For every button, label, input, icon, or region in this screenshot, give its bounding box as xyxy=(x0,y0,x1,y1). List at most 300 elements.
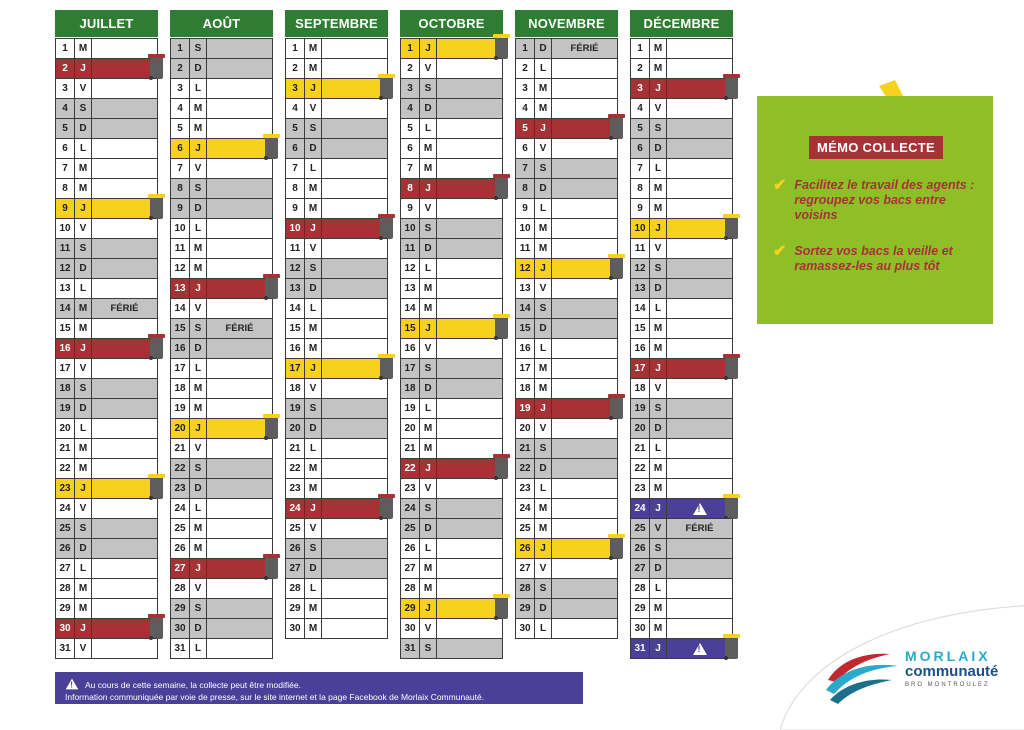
day-number: 16 xyxy=(56,339,75,358)
day-letter: J xyxy=(305,219,322,238)
day-letter: D xyxy=(650,559,667,578)
day-letter: S xyxy=(75,379,92,398)
day-number: 9 xyxy=(171,199,190,218)
day-number: 5 xyxy=(56,119,75,138)
day-row xyxy=(401,278,502,298)
day-letter: D xyxy=(535,319,552,338)
day-note xyxy=(552,399,617,418)
day-number: 28 xyxy=(516,579,535,598)
day-letter: M xyxy=(650,479,667,498)
day-row xyxy=(516,518,617,538)
day-note xyxy=(437,259,502,278)
day-number: 8 xyxy=(401,179,420,198)
day-letter: M xyxy=(650,39,667,58)
day-number: 23 xyxy=(286,479,305,498)
day-note xyxy=(92,219,157,238)
day-letter: J xyxy=(75,619,92,638)
day-row xyxy=(56,458,157,478)
day-number: 12 xyxy=(171,259,190,278)
day-number: 12 xyxy=(286,259,305,278)
day-letter: M xyxy=(535,239,552,258)
day-row xyxy=(171,178,272,198)
day-number: 22 xyxy=(171,459,190,478)
day-letter: M xyxy=(190,259,207,278)
day-letter: J xyxy=(305,359,322,378)
day-row xyxy=(516,158,617,178)
day-row xyxy=(516,298,617,318)
day-number: 22 xyxy=(631,459,650,478)
day-letter: J xyxy=(535,399,552,418)
day-number: 29 xyxy=(286,599,305,618)
day-row xyxy=(401,318,502,338)
day-note xyxy=(207,99,272,118)
day-letter: S xyxy=(650,259,667,278)
day-number: 15 xyxy=(171,319,190,338)
day-note xyxy=(207,179,272,198)
day-number: 11 xyxy=(516,239,535,258)
day-note xyxy=(207,279,272,298)
day-row xyxy=(631,418,732,438)
day-note xyxy=(207,619,272,638)
day-note: FÉRIÉ xyxy=(110,303,139,314)
day-row xyxy=(401,298,502,318)
day-note xyxy=(207,139,272,158)
day-note xyxy=(667,319,732,338)
day-row xyxy=(631,278,732,298)
day-number: 3 xyxy=(171,79,190,98)
day-note xyxy=(92,179,157,198)
day-row xyxy=(171,338,272,358)
day-note xyxy=(207,359,272,378)
day-letter: D xyxy=(190,479,207,498)
day-letter: V xyxy=(305,239,322,258)
day-number: 1 xyxy=(56,39,75,58)
day-number: 18 xyxy=(631,379,650,398)
day-note xyxy=(552,119,617,138)
day-letter: D xyxy=(535,599,552,618)
day-number: 20 xyxy=(516,419,535,438)
day-letter: D xyxy=(420,379,437,398)
day-row xyxy=(631,618,732,638)
day-number: 26 xyxy=(286,539,305,558)
day-row xyxy=(401,178,502,198)
day-letter: S xyxy=(75,239,92,258)
day-number: 10 xyxy=(516,219,535,238)
day-number: 3 xyxy=(56,79,75,98)
day-row xyxy=(286,38,387,58)
month-column xyxy=(170,10,273,659)
day-letter: S xyxy=(190,319,207,338)
day-letter: M xyxy=(420,559,437,578)
day-number: 23 xyxy=(631,479,650,498)
day-row xyxy=(516,418,617,438)
memo-panel xyxy=(757,96,993,324)
day-letter: D xyxy=(535,39,552,58)
day-letter: M xyxy=(190,399,207,418)
day-letter: M xyxy=(305,59,322,78)
day-letter: M xyxy=(535,519,552,538)
day-letter: D xyxy=(305,559,322,578)
day-row xyxy=(516,58,617,78)
day-number: 2 xyxy=(516,59,535,78)
day-row xyxy=(401,438,502,458)
day-number: 11 xyxy=(286,239,305,258)
day-note xyxy=(437,559,502,578)
day-note xyxy=(92,419,157,438)
day-row xyxy=(171,538,272,558)
day-letter: S xyxy=(305,399,322,418)
day-row xyxy=(631,118,732,138)
day-note xyxy=(92,259,157,278)
day-note xyxy=(552,299,617,318)
day-number: 19 xyxy=(401,399,420,418)
day-row xyxy=(631,378,732,398)
day-note xyxy=(207,439,272,458)
day-note xyxy=(437,179,502,198)
day-number: 23 xyxy=(401,479,420,498)
day-row xyxy=(56,578,157,598)
day-letter: L xyxy=(420,259,437,278)
day-letter: L xyxy=(650,579,667,598)
day-note xyxy=(322,339,387,358)
day-note xyxy=(322,119,387,138)
day-letter: S xyxy=(190,179,207,198)
day-letter: V xyxy=(190,439,207,458)
day-row xyxy=(286,198,387,218)
month-header: JUILLET xyxy=(55,10,158,37)
day-row xyxy=(631,578,732,598)
day-letter: S xyxy=(75,99,92,118)
day-note xyxy=(322,599,387,618)
day-row xyxy=(401,638,502,658)
day-row xyxy=(286,498,387,518)
day-note xyxy=(552,139,617,158)
day-row xyxy=(286,478,387,498)
day-number: 20 xyxy=(56,419,75,438)
day-number: 26 xyxy=(56,539,75,558)
day-letter: M xyxy=(75,179,92,198)
day-row xyxy=(401,218,502,238)
day-letter: V xyxy=(420,59,437,78)
day-note xyxy=(552,79,617,98)
day-note xyxy=(437,219,502,238)
day-letter: V xyxy=(420,619,437,638)
day-letter: L xyxy=(190,219,207,238)
day-number: 16 xyxy=(631,339,650,358)
day-row xyxy=(171,158,272,178)
day-note xyxy=(92,279,157,298)
month-days xyxy=(400,38,503,659)
day-number: 21 xyxy=(171,439,190,458)
day-row xyxy=(171,218,272,238)
day-number: 14 xyxy=(401,299,420,318)
day-row xyxy=(631,318,732,338)
day-letter: V xyxy=(650,519,667,538)
day-number: 19 xyxy=(171,399,190,418)
day-row xyxy=(286,138,387,158)
day-note xyxy=(437,99,502,118)
day-note xyxy=(667,579,732,598)
day-note xyxy=(437,239,502,258)
day-row xyxy=(286,458,387,478)
day-letter: S xyxy=(75,519,92,538)
day-letter: D xyxy=(535,179,552,198)
day-letter: M xyxy=(420,439,437,458)
day-letter: S xyxy=(190,39,207,58)
day-letter: L xyxy=(75,419,92,438)
day-note xyxy=(207,399,272,418)
day-letter: D xyxy=(650,419,667,438)
day-number: 30 xyxy=(56,619,75,638)
day-row xyxy=(286,418,387,438)
day-letter: M xyxy=(535,359,552,378)
day-note xyxy=(207,159,272,178)
day-letter: J xyxy=(650,639,667,658)
day-row xyxy=(401,58,502,78)
day-number: 21 xyxy=(516,439,535,458)
day-note xyxy=(207,299,272,318)
day-row xyxy=(286,258,387,278)
day-number: 4 xyxy=(171,99,190,118)
day-number: 5 xyxy=(631,119,650,138)
day-row xyxy=(631,338,732,358)
day-row xyxy=(286,238,387,258)
day-letter: M xyxy=(75,319,92,338)
day-note xyxy=(437,419,502,438)
day-note xyxy=(207,259,272,278)
day-letter: V xyxy=(650,239,667,258)
day-row xyxy=(631,218,732,238)
day-number: 25 xyxy=(286,519,305,538)
day-letter: D xyxy=(650,139,667,158)
day-letter: J xyxy=(190,419,207,438)
day-letter: J xyxy=(420,179,437,198)
day-number: 13 xyxy=(401,279,420,298)
day-note xyxy=(92,479,157,498)
day-row xyxy=(631,558,732,578)
day-number: 8 xyxy=(631,179,650,198)
day-letter: L xyxy=(190,499,207,518)
day-note xyxy=(437,439,502,458)
day-note xyxy=(667,159,732,178)
day-number: 6 xyxy=(631,139,650,158)
day-note: FÉRIÉ xyxy=(225,323,254,334)
day-row xyxy=(401,498,502,518)
day-number: 31 xyxy=(56,639,75,658)
day-note xyxy=(552,379,617,398)
day-letter: V xyxy=(75,219,92,238)
day-number: 13 xyxy=(171,279,190,298)
day-note xyxy=(322,79,387,98)
day-row xyxy=(631,198,732,218)
day-number: 17 xyxy=(401,359,420,378)
day-letter: L xyxy=(190,359,207,378)
day-letter: J xyxy=(535,539,552,558)
day-row xyxy=(631,78,732,98)
day-note xyxy=(552,279,617,298)
day-letter: M xyxy=(75,459,92,478)
day-number: 6 xyxy=(56,139,75,158)
day-letter: S xyxy=(420,499,437,518)
day-letter: S xyxy=(190,599,207,618)
day-row xyxy=(56,278,157,298)
day-note xyxy=(667,299,732,318)
day-letter: D xyxy=(190,59,207,78)
day-row xyxy=(286,218,387,238)
day-row xyxy=(171,478,272,498)
month-header: DÉCEMBRE xyxy=(630,10,733,37)
day-note xyxy=(552,499,617,518)
day-row xyxy=(56,378,157,398)
day-number: 9 xyxy=(516,199,535,218)
day-row xyxy=(401,538,502,558)
day-letter: M xyxy=(420,579,437,598)
day-note xyxy=(207,339,272,358)
day-row xyxy=(516,198,617,218)
day-row xyxy=(516,498,617,518)
day-note xyxy=(667,119,732,138)
day-note xyxy=(667,59,732,78)
day-row xyxy=(56,478,157,498)
day-letter: D xyxy=(420,519,437,538)
day-row xyxy=(286,278,387,298)
day-letter: L xyxy=(535,59,552,78)
day-note xyxy=(552,479,617,498)
day-row xyxy=(516,238,617,258)
day-number: 11 xyxy=(631,239,650,258)
day-note xyxy=(667,259,732,278)
day-row xyxy=(56,498,157,518)
day-note xyxy=(322,459,387,478)
month-column xyxy=(630,10,733,659)
day-row xyxy=(286,58,387,78)
day-note xyxy=(437,339,502,358)
day-note xyxy=(322,399,387,418)
day-row xyxy=(56,258,157,278)
day-number: 14 xyxy=(171,299,190,318)
day-row xyxy=(631,138,732,158)
day-letter: J xyxy=(190,139,207,158)
day-row xyxy=(401,98,502,118)
day-letter: S xyxy=(420,639,437,658)
day-row xyxy=(286,78,387,98)
day-number: 6 xyxy=(401,139,420,158)
day-number: 27 xyxy=(56,559,75,578)
day-note xyxy=(322,319,387,338)
day-note xyxy=(207,39,272,58)
day-letter: J xyxy=(75,199,92,218)
day-letter: J xyxy=(305,499,322,518)
day-note xyxy=(667,399,732,418)
logo-communaute: communauté xyxy=(905,663,999,680)
day-number: 10 xyxy=(401,219,420,238)
day-row xyxy=(171,558,272,578)
day-number: 19 xyxy=(286,399,305,418)
month-column xyxy=(285,10,388,659)
day-row xyxy=(516,278,617,298)
day-number: 8 xyxy=(56,179,75,198)
day-number: 24 xyxy=(171,499,190,518)
day-row xyxy=(56,58,157,78)
day-letter: D xyxy=(190,199,207,218)
day-number: 25 xyxy=(401,519,420,538)
day-note xyxy=(322,299,387,318)
day-row xyxy=(401,598,502,618)
day-note xyxy=(322,499,387,518)
day-row xyxy=(286,558,387,578)
day-letter: M xyxy=(305,339,322,358)
day-number: 9 xyxy=(401,199,420,218)
day-letter: S xyxy=(535,439,552,458)
day-row xyxy=(286,398,387,418)
day-row xyxy=(516,618,617,638)
day-number: 16 xyxy=(286,339,305,358)
day-letter: M xyxy=(650,59,667,78)
day-note xyxy=(552,519,617,538)
day-row xyxy=(171,598,272,618)
month-days xyxy=(55,38,158,659)
day-number: 23 xyxy=(56,479,75,498)
day-letter: S xyxy=(650,539,667,558)
day-number: 9 xyxy=(631,199,650,218)
day-note xyxy=(322,199,387,218)
day-note xyxy=(92,619,157,638)
day-note xyxy=(322,439,387,458)
day-note xyxy=(322,159,387,178)
day-note xyxy=(322,559,387,578)
day-letter: M xyxy=(75,159,92,178)
day-note xyxy=(667,379,732,398)
day-letter: V xyxy=(650,99,667,118)
day-number: 7 xyxy=(401,159,420,178)
day-letter: V xyxy=(75,499,92,518)
day-number: 13 xyxy=(56,279,75,298)
warning-icon xyxy=(66,679,79,690)
day-number: 28 xyxy=(56,579,75,598)
day-row xyxy=(56,138,157,158)
day-number: 20 xyxy=(401,419,420,438)
day-letter: D xyxy=(75,539,92,558)
day-row xyxy=(171,518,272,538)
day-letter: M xyxy=(420,279,437,298)
day-note xyxy=(552,159,617,178)
info-note xyxy=(55,672,583,704)
day-note xyxy=(552,419,617,438)
day-row xyxy=(286,578,387,598)
day-note xyxy=(322,139,387,158)
day-number: 2 xyxy=(56,59,75,78)
day-number: 3 xyxy=(401,79,420,98)
day-row xyxy=(171,138,272,158)
day-note xyxy=(322,99,387,118)
day-row xyxy=(171,258,272,278)
day-letter: M xyxy=(420,159,437,178)
day-note xyxy=(207,519,272,538)
day-row xyxy=(631,98,732,118)
day-note xyxy=(552,199,617,218)
day-row xyxy=(516,358,617,378)
day-letter: S xyxy=(420,79,437,98)
day-row xyxy=(631,58,732,78)
day-letter: M xyxy=(75,579,92,598)
day-row xyxy=(56,398,157,418)
day-row xyxy=(516,598,617,618)
day-letter: M xyxy=(190,239,207,258)
day-note xyxy=(92,139,157,158)
day-number: 30 xyxy=(401,619,420,638)
day-letter: L xyxy=(305,439,322,458)
day-row xyxy=(286,318,387,338)
